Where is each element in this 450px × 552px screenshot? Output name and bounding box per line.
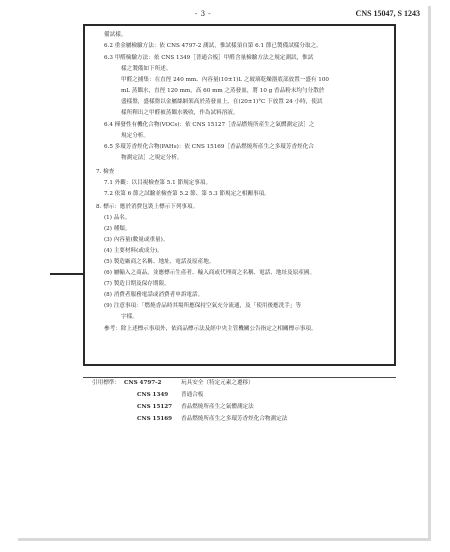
body-line: (4) 主要材料(或成分)。	[104, 248, 163, 254]
body-line: (2) 種類。	[104, 226, 131, 232]
page-number: - 3 -	[195, 10, 212, 18]
body-line: 備試樣。	[104, 32, 127, 38]
standard-number: CNS 15047, S 1243	[355, 9, 420, 18]
body-line: (7) 製造日期及保存期限。	[104, 281, 170, 287]
body-line: 6.5 多環芳香烴化合物(PAHs)：依 CNS 15169［香品燃燒所產生之多環芳香烴化合	[104, 144, 314, 150]
body-line: 規定分析。	[121, 133, 149, 139]
body-line: 參考：除上述標示事項外，依商品標示法及經中央主管機關公告指定之相關標示事項。	[104, 326, 317, 332]
body-line: 6.2 重金屬檢驗方法：依 CNS 4797-2 測試，惟試樣須自第 6.1 節已製備試樣分取之。	[104, 43, 322, 49]
body-line: (9) 注意事項：「燃燒香品時其場所應保持空氣充分流通，及「使用後應洗手」等	[104, 303, 302, 309]
reference-code: CNS 15127	[137, 404, 173, 410]
body-line: 樣所釋出之甲醛被蒸餾水吸收，作為試料溶液。	[121, 110, 239, 116]
reference-divider	[83, 377, 396, 378]
reference-title: 香品燃燒所產生之氣體測定法	[181, 404, 254, 410]
body-line: (6) 屬輸入之商品，並應標示生產者、輸入商或代理商之名稱、電話、地址及原產國。	[104, 270, 316, 276]
body-line: 7.2 依第 6 節之試驗並檢查第 5.2 節、第 5.3 節規定之相關事項。	[104, 191, 270, 197]
reference-code: CNS 4797-2	[124, 380, 162, 386]
body-line: 6.3 甲醛檢驗方法：依 CNS 1349［普通合板］甲醛含量檢驗方法之規定測試，惟試	[104, 55, 314, 61]
reference-code: CNS 1349	[137, 392, 169, 398]
body-line: 物測定法］之規定分析。	[121, 155, 183, 161]
body-line: (5) 製造廠商之名稱、地址、電話及原產地。	[104, 259, 215, 265]
margin-marker	[50, 273, 83, 275]
body-line: (3) 內容量(數量或重量)。	[104, 237, 169, 243]
body-line: 7. 檢查	[96, 169, 115, 175]
body-line: (1) 品名。	[104, 215, 131, 221]
body-line: 甲醛之捕集：在直徑 240 mm、內容量(10±1)L 之玻璃乾燥器底部放置一盛有 100	[121, 77, 329, 83]
body-line: mL 蒸餾水，直徑 120 mm，高 60 mm 之蒸發皿，將 10 g 香品粉末均勻分散於	[121, 88, 325, 94]
body-line: 盛樣盤，盛樣盤以金屬絲網架高於蒸發皿上，在(20±1)°C 下放置 24 小時，使試	[121, 99, 323, 105]
reference-label: 引用標準：	[92, 380, 120, 386]
body-line: 字樣。	[121, 314, 138, 320]
reference-title: 香品燃燒所產生之多環芳香烴化合物測定法	[181, 416, 288, 422]
body-line: (8) 消費者服務電話或消費者申訴電話。	[104, 292, 204, 298]
reference-code: CNS 15169	[137, 416, 173, 422]
body-line: 8. 標示：應於消費包裝上標示下列事項。	[96, 204, 199, 210]
body-line: 樣之製備如下所述。	[121, 66, 172, 72]
reference-title: 玩具安全（特定元素之遷移）	[181, 380, 254, 386]
reference-title: 普通合板	[181, 392, 204, 398]
body-line: 7.1 外觀：以目視檢查第 5.1 節規定事項。	[104, 180, 212, 186]
body-line: 6.4 揮發性有機化合物(VOCs)：依 CNS 15127［香品燃燒所產生之氣體測定法］之	[104, 122, 315, 128]
